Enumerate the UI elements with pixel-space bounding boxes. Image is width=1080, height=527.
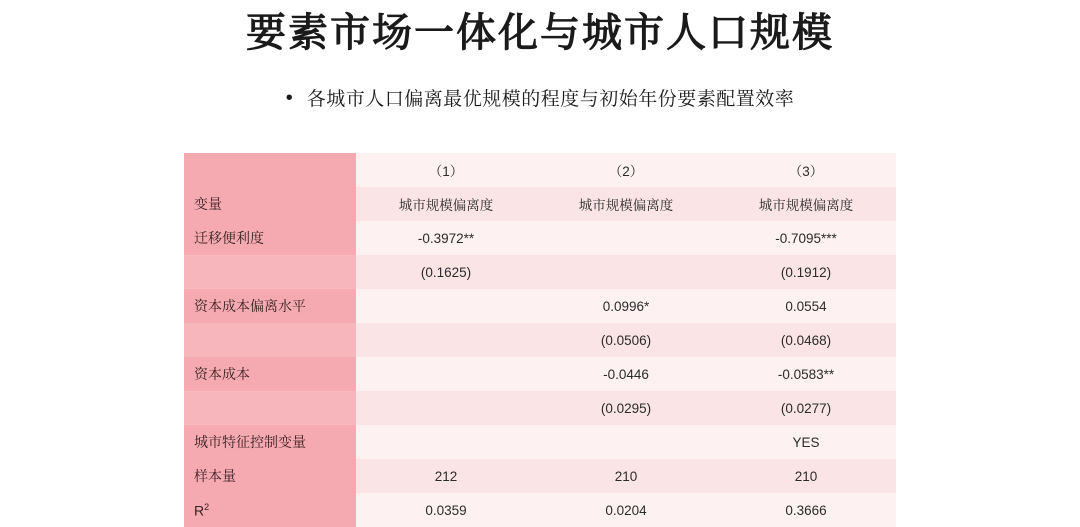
row-cell: (0.0468) [716,323,896,357]
row-label [184,255,356,289]
row-cell: -0.0583** [716,357,896,391]
page-title: 要素市场一体化与城市人口规模 [246,11,834,55]
table-row [184,493,896,527]
row-label: 城市特征控制变量 [184,425,356,459]
bullet-marker-icon: • [285,86,293,109]
row-cell: 0.0204 [536,493,716,527]
row-label [184,391,356,425]
header-cell-variable: 变量 [184,187,356,221]
header-cell-dep-1: 城市规模偏离度 [356,187,536,221]
row-cell: 212 [356,459,536,493]
row-label [184,323,356,357]
row-cell: 0.0554 [716,289,896,323]
results-table-container [184,153,896,527]
row-cell: (0.1912) [716,255,896,289]
table-row [184,391,896,425]
header-cell-model-3: （3） [716,153,896,187]
table-header-row-numbers [184,153,896,187]
row-cell [536,221,716,255]
table-row [184,425,896,459]
header-cell-blank [184,153,356,187]
row-cell [356,425,536,459]
bullet-line [0,84,1080,111]
header-cell-dep-2: 城市规模偏离度 [536,187,716,221]
row-cell: -0.0446 [536,357,716,391]
row-cell: YES [716,425,896,459]
row-label: 资本成本 [184,357,356,391]
row-cell: 0.0359 [356,493,536,527]
row-cell [356,289,536,323]
row-cell: -0.3972** [356,221,536,255]
row-label-base: R [194,502,205,519]
table-row [184,323,896,357]
table-row [184,357,896,391]
row-cell [356,391,536,425]
table-header-row-variables [184,187,896,221]
row-cell: -0.7095*** [716,221,896,255]
row-cell: 0.3666 [716,493,896,527]
row-label: 样本量 [184,459,356,493]
row-label: 资本成本偏离水平 [184,289,356,323]
row-cell: (0.0277) [716,391,896,425]
results-table [184,153,896,527]
row-cell [356,357,536,391]
bullet-text: 各城市人口偏离最优规模的程度与初始年份要素配置效率 [306,89,795,110]
row-cell: (0.1625) [356,255,536,289]
table-row [184,289,896,323]
table-row [184,221,896,255]
row-cell [356,323,536,357]
header-cell-model-2: （2） [536,153,716,187]
row-cell: (0.0506) [536,323,716,357]
table-row [184,255,896,289]
row-label-rsquared [184,493,356,527]
row-cell: 0.0996* [536,289,716,323]
row-cell: 210 [536,459,716,493]
row-cell: 210 [716,459,896,493]
header-cell-model-1: （1） [356,153,536,187]
row-label-superscript: 2 [204,501,210,512]
row-cell [536,255,716,289]
row-cell [536,425,716,459]
table-row [184,459,896,493]
row-cell: (0.0295) [536,391,716,425]
row-label: 迁移便利度 [184,221,356,255]
header-cell-dep-3: 城市规模偏离度 [716,187,896,221]
